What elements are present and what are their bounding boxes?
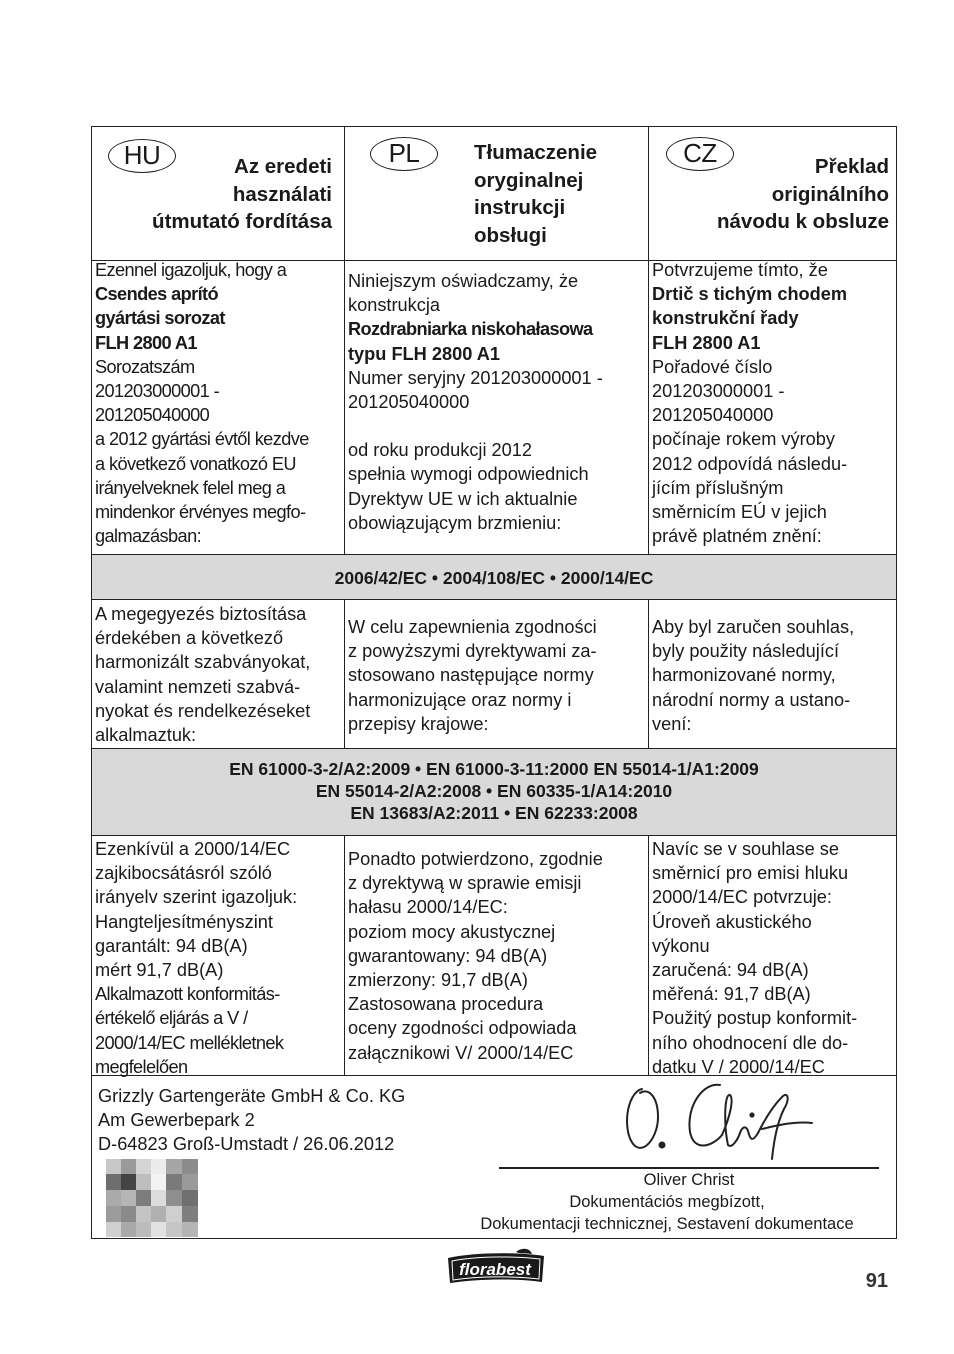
declaration-table xyxy=(91,126,897,1239)
directives-list: 2006/42/EC • 2004/108/EC • 2000/14/EC xyxy=(334,568,654,588)
hu-noise-declaration: Ezenkívül a 2000/14/EC zajkibocsátásról szóló irányelv szerint igazoljuk: Hangteljesítményszint garantált: 94 dB(A) mért 91,7 dB(A) Alkalmazott konformitás- értékelő eljárás a V / 2000/14/EC mellékletnek megfelelően xyxy=(95,839,298,1077)
hu-header-title: Az eredeti használati útmutató fordítása xyxy=(152,155,332,233)
pl-header-title: Tłumaczenie oryginalnej instrukcji obsługi xyxy=(474,141,598,247)
hu-conformity-text: A megegyezés biztosítása érdekében a következő harmonizált szabványokat, valamint nemzeti szabvá- nyokat és rendelkezéseket alkalmaztuk: xyxy=(95,604,311,746)
pl-noise-declaration: Ponadto potwierdzono, zgodnie z dyrektywą w sprawie emisji hałasu 2000/14/EC: poziom mocy akustycznej gwarantowany: 94 dB(A) zmierzony: 91,7 dB(A) Zastosowana procedura oceny zgodności odpowiada załącznikowi V/ 2000/14/EC xyxy=(348,849,603,1063)
handwritten-signature xyxy=(612,1077,822,1172)
company-address: Grizzly Gartengeräte GmbH & Co. KG Am Gewerbepark 2 D-64823 Groß-Umstadt / 26.06.2012 xyxy=(98,1086,406,1155)
signatory-role-pl-cz: Dokumentacji technicznej, Sestavení dokumentace xyxy=(480,1215,854,1233)
signatory-role-hu: Dokumentációs megbízott, xyxy=(569,1193,765,1211)
standards-list: EN 61000-3-2/A2:2009 • EN 61000-3-11:2000 EN 55014-1/A1:2009 EN 55014-2/A2:2008 • EN 60335-1/A14:2010 EN 13683/A2:2011 • EN 62233:2008 xyxy=(229,759,759,823)
cz-conformity-text: Aby byl zaručen souhlas, byly použity následující harmonizované normy, národní normy a ustano- vení: xyxy=(652,617,855,734)
cz-noise-declaration: Navíc se v souhlase se směrnicí pro emisi hluku 2000/14/EC potvrzuje: Úroveň akustického výkonu zaručená: 94 dB(A) měřená: 91,7 dB(A) Použitý postup konformit- ního ohodnocení dle do- datku V / 2000/14/EC xyxy=(652,839,858,1077)
hu-declaration: Ezennel igazoljuk, hogy a Csendes aprító gyártási sorozat FLH 2800 A1 Sorozatszám 201203000001 - 201205040000 a 2012 gyártási évtől kezdve a következő vonatkozó EU irányelveknek felel meg a mindenkor érvényes megfo- galmazásban: xyxy=(95,260,309,547)
cz-declaration: Potvrzujeme tímto, že Drtič s tichým chodem konstrukční řady FLH 2800 A1 Pořadové číslo 201203000001 - 201205040000 počínaje rokem výroby 2012 odpovídá následu- jícím příslušným směrnicím EÚ v jejich právě platném znění: xyxy=(652,260,848,547)
cz-header-title: Překlad originálního návodu k obsluze xyxy=(717,155,889,233)
florabest-logo xyxy=(444,1248,548,1291)
cz-language-badge: CZ xyxy=(666,137,734,171)
pixelated-image xyxy=(106,1159,198,1237)
pl-language-badge: PL xyxy=(370,137,438,171)
hu-language-badge: HU xyxy=(108,139,176,173)
svg-text:florabest: florabest xyxy=(459,1260,531,1279)
signatory-name: Oliver Christ xyxy=(643,1171,735,1189)
pl-conformity-text: W celu zapewnienia zgodności z powyższymi dyrektywami za- stosowano następujące normy harmonizujące oraz normy i przepisy krajowe: xyxy=(348,617,597,734)
pl-declaration: Niniejszym oświadczamy, że konstrukcja Rozdrabniarka niskohałasowa typu FLH 2800 A1 Numer seryjny 201203000001 - 201205040000 od roku produkcji 2012 spełnia wymogi odpowiednich Dyrektyw UE w ich aktualnie obowiązującym brzmieniu: xyxy=(348,271,603,533)
page-number: 91 xyxy=(865,1270,888,1292)
